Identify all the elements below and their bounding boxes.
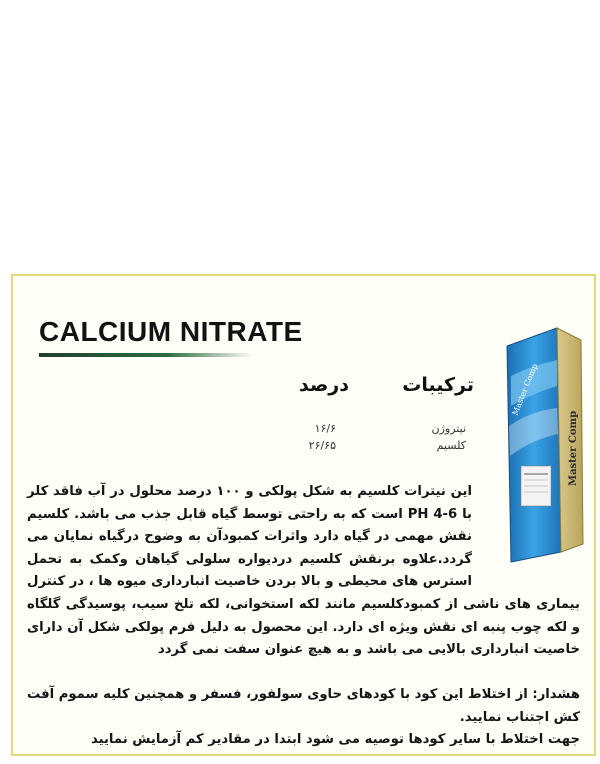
product-info-card: [11, 274, 596, 756]
header-component: ترکیبات: [402, 374, 474, 396]
row-value-calcium: ۲۶/۶۵: [308, 439, 336, 452]
title-underline: [39, 353, 253, 357]
warning-line-2: جهت اختلاط با سایر کودها توصیه می شود ابتدا در مقادیر کم آزمایش نمایید: [90, 732, 580, 747]
row-label-calcium: کلسیم: [436, 439, 466, 452]
product-title: CALCIUM NITRATE: [39, 316, 303, 347]
svg-text:Master Comp: Master Comp: [568, 410, 579, 486]
row-label-nitrogen: نیتروژن: [431, 422, 466, 435]
warning-line-1: هشدار: از اختلاط این کود با کودهای حاوی سولفور، فسفر و همچنین کلیه سموم آفت کش اجتناب نمایید.: [27, 687, 580, 725]
description-paragraph-2: بیماری های ناشی از کمبودکلسیم مانند لکه استخوانی، لکه تلخ سیب، پوسیدگی گلگاه و لکه چوب پنبه ای نقش ویژه ای دارد. این محصول به دلیل فرم پولکی شکل آن دارای خاصیت انبارداری بالایی می باشد و به هیچ عنوان سفت نمی گردد: [27, 597, 580, 657]
svg-text:Master Comp: Master Comp: [510, 362, 540, 417]
warning-text: [27, 684, 580, 752]
description-paragraph-1: این نیترات کلسیم به شکل پولکی و ۱۰۰ درصد محلول در آب فاقد کلر با PH 4-6 است که به راحتی توسط گیاه قابل جذب می باشد. کلسیم نقش مهمی در گیاه دارد واثرات کمبودآن به وضوح درگیاه نمایان می گردد.علاوه برنقش کلسیم دردیواره سلولی گیاهان وکمک به تحمل استرس های محیطی و بالا بردن خاصیت انبارداری میوه ها ، در کنترل: [27, 484, 472, 589]
product-bag-image: [501, 316, 585, 566]
row-value-nitrogen: ۱۶/۶: [314, 422, 336, 435]
header-percent: درصد: [298, 374, 349, 396]
